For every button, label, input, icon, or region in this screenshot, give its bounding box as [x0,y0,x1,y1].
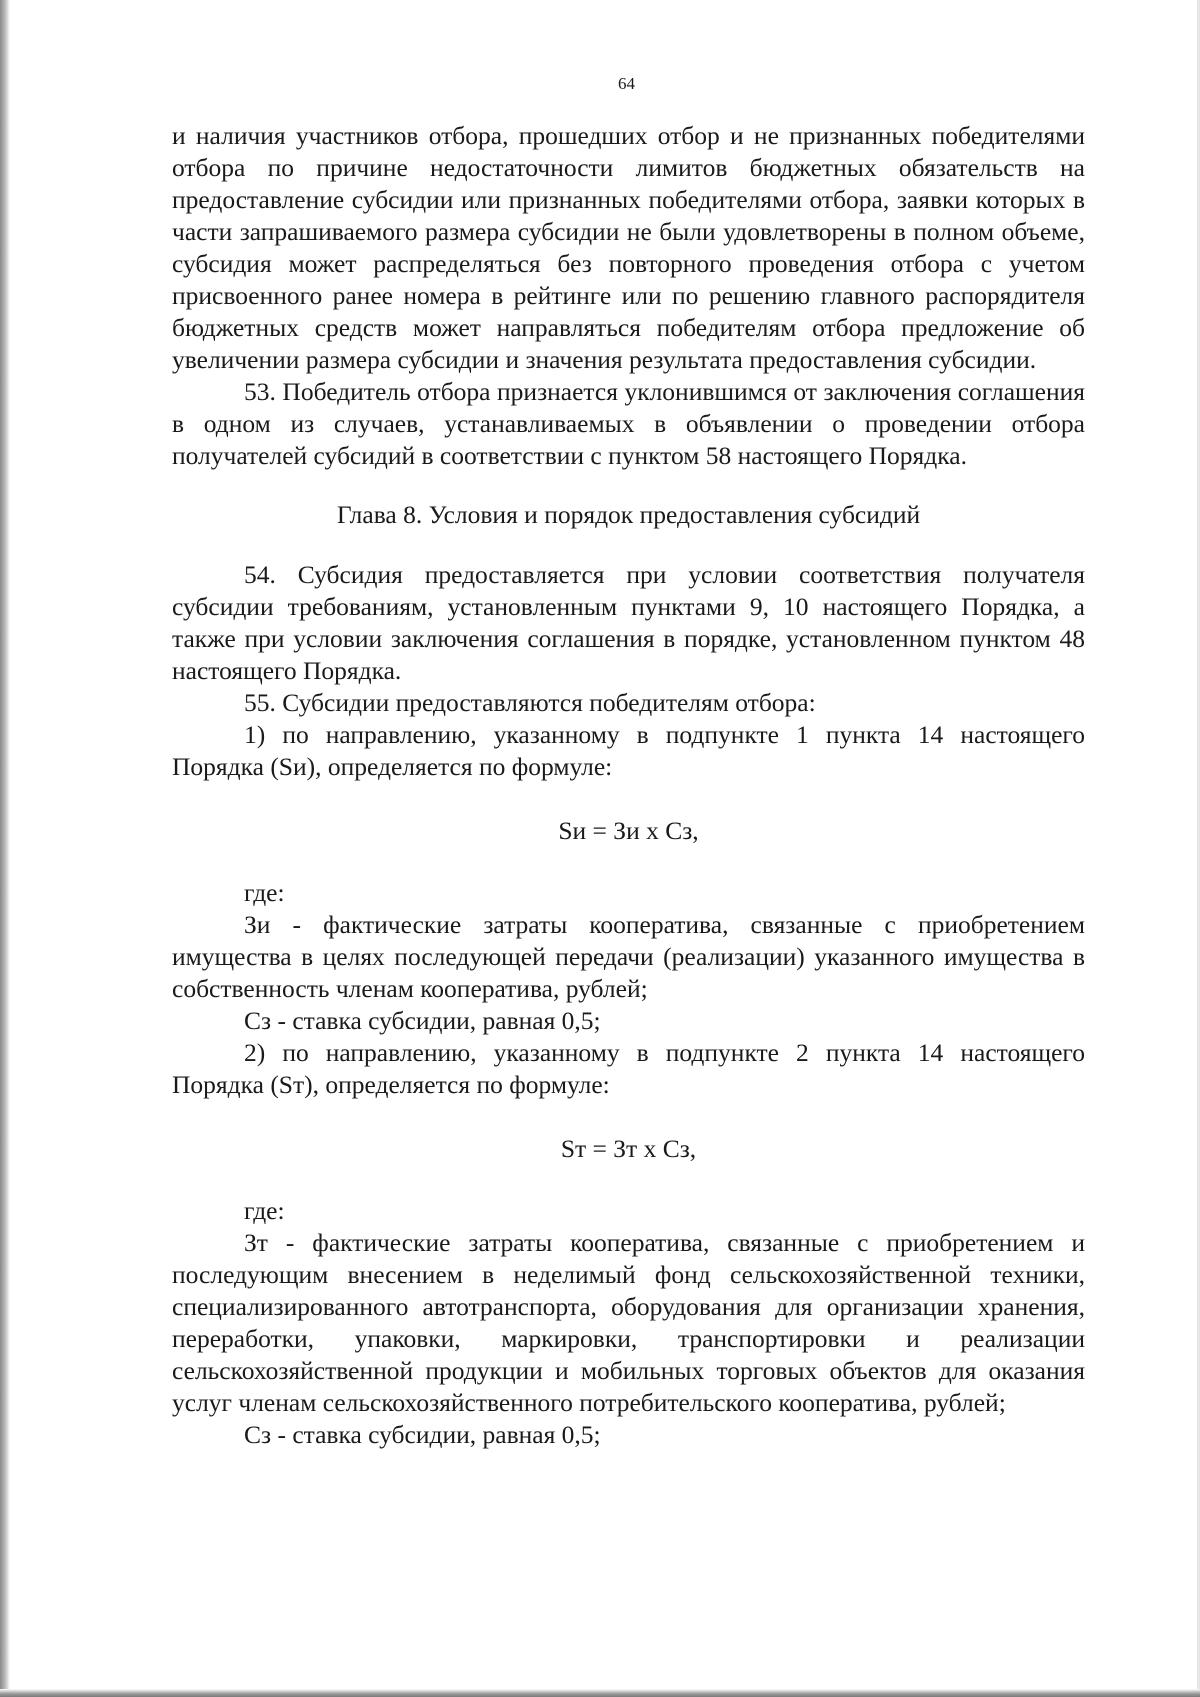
scan-left-edge [0,0,10,1697]
paragraph-55-item-1: 1) по направлению, указанному в подпункте 1 пункта 14 настоящего Порядка (Sи), определяется по формуле: [172,720,1085,781]
definition-zi: Зи - фактические затраты кооператива, связанные с приобретением имущества в целях последующей передачи (реализации) указанного имущества в собственность членам кооператива, рублей; [172,910,1085,1003]
document-body [172,120,1085,1451]
paragraph-continuation: и наличия участников отбора, прошедших отбор и не признанных победителями отбора по причине недостаточности лимитов бюджетных обязательств на предоставление субсидии или признанных победителями отбора, заявки которых в части запрашиваемого размера субсидии не были удовлетворены в полном объеме, субсидия может распределяться без повторного проведения отбора с учетом присвоенного ранее номера в рейтинге или по решению главного распорядителя бюджетных средств может направляться победителям отбора предложение об увеличении размера субсидии и значения результата предоставления субсидии. [172,121,1085,374]
page-number: 64 [618,74,635,93]
where-label-1: где: [244,878,285,907]
definition-sz-1: Сз - ставка субсидии, равная 0,5; [244,1006,601,1035]
chapter-heading: Глава 8. Условия и порядок предоставления субсидий [336,500,921,529]
definition-sz-2: Сз - ставка субсидии, равная 0,5; [244,1420,601,1449]
paragraph-53: 53. Победитель отбора признается уклонившимся от заключения соглашения в одном из случаев, устанавливаемых в объявлении о проведении отбора получателей субсидий в соответствии с пунктом 58 настоящего Порядка. [172,377,1085,470]
paragraph-55-item-2: 2) по направлению, указанному в подпункте 2 пункта 14 настоящего Порядка (Sт), определяется по формуле: [172,1038,1085,1099]
scan-bottom-edge [0,1689,1200,1697]
paragraph-55: 55. Субсидии предоставляются победителям отбора: [244,688,816,717]
definition-zt: Зт - фактические затраты кооператива, связанные с приобретением и последующим внесением в неделимый фонд сельскохозяйственной техники, специализированного автотранспорта, оборудования для организации хранения, переработки, упаковки, маркировки, транспортировки и реализации сельскохозяйственной продукции и мобильных торговых объектов для оказания услуг членам сельскохозяйственного потребительского кооператива, рублей; [172,1228,1085,1417]
formula-si: Sи = Зи х Сз, [558,816,699,845]
formula-st: Sт = Зт х Сз, [560,1134,697,1163]
where-label-2: где: [244,1196,285,1225]
paragraph-54: 54. Субсидия предоставляется при условии соответствия получателя субсидии требованиям, установленным пунктами 9, 10 настоящего Порядка, а также при условии заключения соглашения в порядке, установленном пунктом 48 настоящего Порядка. [172,560,1085,685]
